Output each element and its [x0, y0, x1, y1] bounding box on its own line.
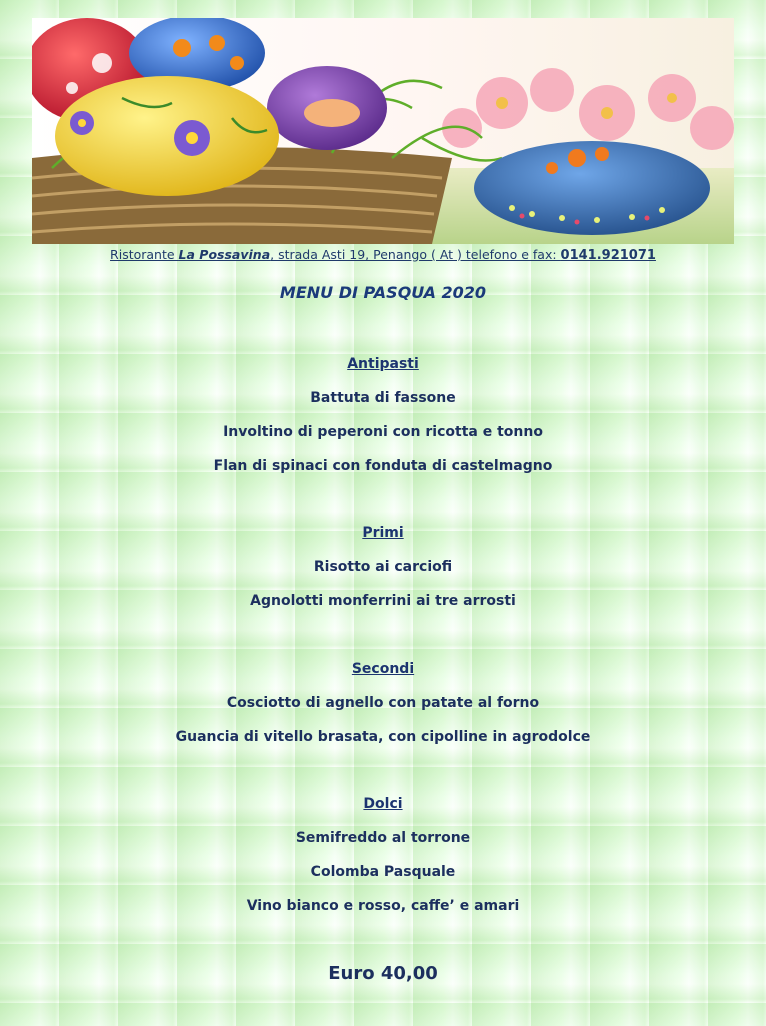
easter-eggs-banner [32, 18, 734, 244]
menu-item: Semifreddo al torrone [295, 830, 471, 846]
menu-price: Euro 40,00 [328, 963, 438, 984]
phone-number: 0141.921071 [560, 248, 656, 263]
section-heading-secondi: Secondi [351, 661, 415, 677]
restaurant-name: La Possavina [178, 247, 271, 262]
menu-title: MENU DI PASQUA 2020 [279, 283, 487, 302]
menu-item: Involtino di peperoni con ricotta e tonno [223, 424, 543, 440]
section-heading-antipasti: Antipasti [347, 356, 419, 372]
section-heading-primi: Primi [362, 525, 404, 541]
menu-item: Agnolotti monferrini ai tre arrosti [250, 593, 516, 609]
menu-item: Guancia di vitello brasata, con cipolline in agrodolce [175, 729, 591, 745]
address-prefix: Ristorante [110, 247, 179, 262]
section-heading-dolci: Dolci [363, 796, 403, 812]
menu-item: Cosciotto di agnello con patate al forno [226, 695, 540, 711]
menu-item: Risotto ai carciofi [313, 559, 453, 575]
menu-item: Colomba Pasquale [310, 864, 456, 880]
menu-item: Vino bianco e rosso, caffe’ e amari [246, 898, 520, 914]
restaurant-address [0, 247, 766, 263]
address-details: , strada Asti 19, Penango ( At ) telefono e fax: [270, 247, 561, 262]
menu-item: Battuta di fassone [310, 390, 456, 406]
menu-item: Flan di spinaci con fonduta di castelmagno [213, 458, 553, 474]
